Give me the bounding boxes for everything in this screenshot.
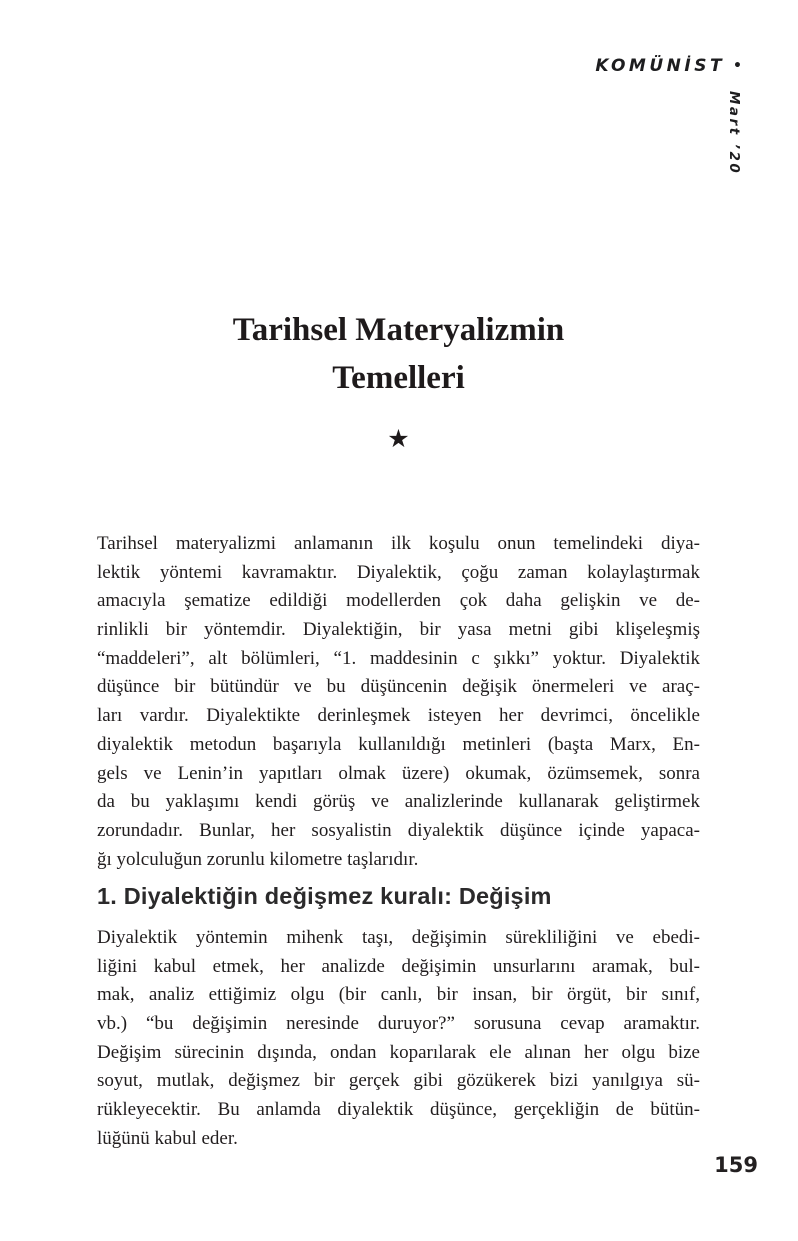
text-line: gels ve Lenin’in yapıtları olmak üzere) okumak, özümsemek, sonra	[97, 762, 700, 784]
text-line: zorundadır. Bunlar, her sosyalistin diyalektik düşünce içinde yapaca-	[97, 819, 700, 841]
text-line: vb.) “bu değişimin neresinde duruyor?” sorusuna cevap aramaktır.	[97, 1013, 700, 1035]
section-heading: 1. Diyalektiğin değişmez kuralı: Değişim	[97, 883, 552, 909]
text-line: soyut, mutlak, değişmez bir gerçek gibi gözükerek bizi yanılgıya sü-	[97, 1070, 700, 1092]
text-line: Diyalektik yöntemin mihenk taşı, değişimin sürekliliğini ve ebedi-	[97, 927, 700, 948]
text-line: amacıyla şematize edildiği modellerden çok daha gelişkin ve de-	[97, 590, 700, 612]
issue-date: Mart ’20	[726, 91, 742, 176]
text-line: düşünce bir bütündür ve bu düşüncenin değişik önermeleri ve araç-	[97, 676, 700, 698]
text-line: mak, analiz ettiğimiz olgu (bir canlı, bir insan, bir örgüt, bir sınıf,	[97, 984, 700, 1006]
text-line: rükleyecektir. Bu anlamda diyalektik düşünce, gerçekliğin de bütün-	[97, 1099, 700, 1121]
bullet-separator-icon: •	[733, 58, 742, 74]
text-line: ları vardır. Diyalektikte derinleşmek isteyen her devrimci, öncelikle	[97, 705, 700, 727]
star-divider-icon: ★	[387, 426, 410, 453]
journal-name: KOMÜNİST	[595, 56, 726, 76]
text-line: lektik yöntemi kavramaktır. Diyalektik, çoğu zaman kolaylaştırmak	[97, 561, 700, 583]
text-line: Temelleri	[332, 360, 465, 396]
text-line: ğı yolculuğun zorunlu kilometre taşlarıdır.	[97, 848, 419, 870]
text-line: rinlikli bir yöntemdir. Diyalektiğin, bir yasa metni gibi klişeleşmiş	[97, 619, 700, 641]
text-line: Tarihsel materyalizmi anlamanın ilk koşulu onun temelindeki diya-	[97, 533, 700, 554]
intro-paragraph	[97, 530, 700, 874]
article-title	[97, 306, 700, 402]
section-paragraph	[97, 924, 700, 1154]
text-line: Tarihsel Materyalizmin	[232, 312, 565, 348]
text-line: lüğünü kabul eder.	[97, 1127, 238, 1149]
text-line: Değişim sürecinin dışında, ondan koparılarak ele alınan her olgu bize	[97, 1041, 700, 1063]
text-line: diyalektik metodun başarıyla kullanıldığı metinleri (başta Marx, En-	[97, 733, 700, 755]
text-line: da bu yaklaşımı kendi görüş ve analizlerinde kullanarak geliştirmek	[97, 791, 700, 813]
text-line: “maddeleri”, alt bölümleri, “1. maddesinin c şıkkı” yoktur. Diyalektik	[97, 647, 700, 669]
page-number: 159	[714, 1153, 758, 1177]
text-line: liğini kabul etmek, her analizde değişimin unsurlarını aramak, bul-	[97, 955, 700, 977]
journal-masthead	[595, 56, 742, 76]
